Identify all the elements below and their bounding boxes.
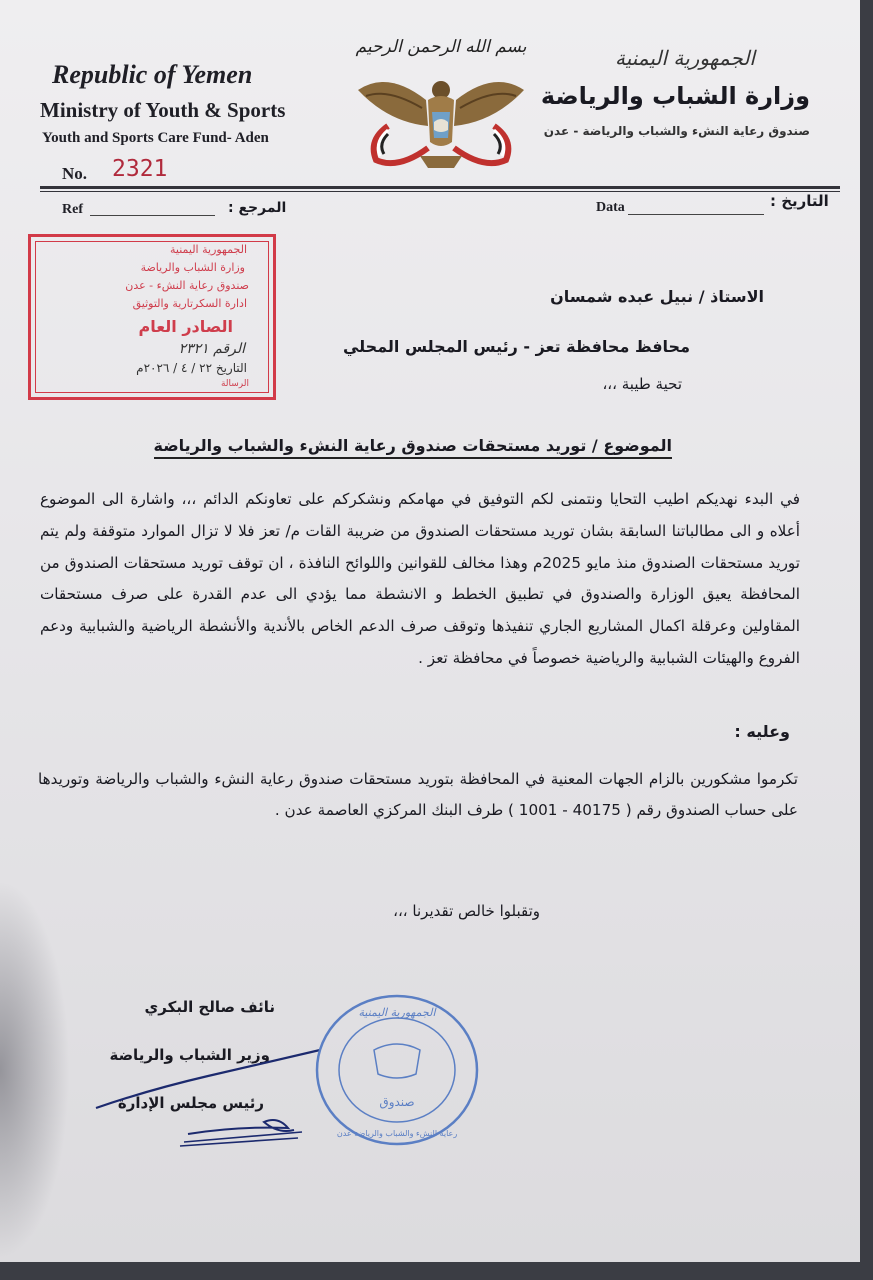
stamp-date: التاريخ ٢٢ / ٤ / ٢٠٢٦م <box>136 361 247 375</box>
stamp-number: الرقم ٢٣٢١ <box>178 341 245 357</box>
therefore-heading: وعليه : <box>734 722 790 741</box>
date-line <box>628 214 764 215</box>
addressee-title: محافظ محافظة تعز - رئيس المجلس المحلي <box>342 337 690 356</box>
stamp-center-text: صندوق <box>379 1095 415 1109</box>
date-label-arabic: التاريخ : <box>770 192 829 210</box>
header-rule-thin <box>40 191 840 192</box>
date-label: Data <box>596 200 625 215</box>
stamp-ring-text: رعاية النشء والشباب والرياضة عدن <box>336 1129 458 1138</box>
stamp-line: صندوق رعاية النشء - عدن <box>125 279 249 292</box>
arabic-ministry: وزارة الشباب والرياضة <box>540 82 810 110</box>
signatory-name: نائف صالح البكري <box>144 998 275 1016</box>
signatory-board-title: رئيس مجلس الإدارة <box>117 1094 264 1112</box>
english-ministry: Ministry of Youth & Sports <box>40 98 286 122</box>
english-republic: Republic of Yemen <box>52 60 253 89</box>
stamp-title: الصادر العام <box>138 317 233 336</box>
arabic-fund: صندوق رعاية النشء والشباب والرياضة - عدن <box>543 124 810 138</box>
outgoing-stamp <box>28 234 276 400</box>
greeting: تحية طيبة ،،، <box>602 375 682 393</box>
closing-line: وتقبلوا خالص تقديرنا ،،، <box>393 902 540 920</box>
stamp-line: وزارة الشباب والرياضة <box>140 261 245 274</box>
page-shadow <box>0 880 70 1260</box>
request-paragraph: تكرموا مشكورين بالزام الجهات المعنية في المحافظة بتوريد مستحقات صندوق رعاية النشء والشباب والرياضة وتوريدها على حساب الصندوق رقم ( 40175 - 1001 ) طرف البنك المركزي العاصمة عدن . <box>38 770 798 819</box>
addressee-name: الاستاذ / نبيل عبده شمسان <box>550 287 764 306</box>
ref-line <box>90 215 215 216</box>
basmala-text: بسم الله الرحمن الرحيم <box>355 37 527 57</box>
fund-round-stamp <box>312 990 482 1150</box>
header-rule <box>40 186 840 189</box>
yemen-emblem-icon <box>348 30 534 178</box>
letter-number: 2321 <box>112 156 168 182</box>
ref-label-arabic: المرجع : <box>228 200 287 216</box>
handwritten-signature <box>88 1030 328 1150</box>
english-fund: Youth and Sports Care Fund- Aden <box>42 130 269 146</box>
subject-line: الموضوع / توريد مستحقات صندوق رعاية النشء والشباب والرياضة <box>154 436 673 459</box>
arabic-republic: الجمهورية اليمنية <box>614 46 755 70</box>
stamp-line: ادارة السكرتارية والتوثيق <box>132 297 247 310</box>
signatory-title: وزير الشباب والرياضة <box>109 1046 270 1064</box>
stamp-top-text: الجمهورية اليمنية <box>358 1006 436 1019</box>
stamp-line: الجمهورية اليمنية <box>169 243 247 256</box>
number-label: No. <box>62 164 88 183</box>
body-paragraph: في البدء نهديكم اطيب التحايا ونتمنى لكم التوفيق في مهامكم ونشكركم على تعاونكم الدائم ،،، واشارة الى الموضوع أعلاه و الى مطالباتنا السابقة بشان توريد مستحقات الصندوق من ضريبة القات م/ تعز فلا لا تزال الموارد متوقفة ولم يتم توريد مستحقات الصندوق منذ مايو 2025م وهذا مخالف للقوانين واللوائح النافذة ، ان توقف توريد مستحقات الصندوق من المحافظة يعيق الوزارة والصندوق في تطبيق الخطط و الانشطة مما يؤدي الى عدم القدرة على صرف مستحقات المقاولين وعرقلة اكمال المشاريع الجاري تنفيذها وتوقف صرف الدعم الخاص بالأندية والأنشطة الرياضية والشبابية ودعم الفروع والهيئات الشبابية والرياضية خصوصاً في محافظة تعز . <box>40 490 800 667</box>
ref-label: Ref <box>62 202 83 217</box>
stamp-line: الرسالة <box>220 379 249 389</box>
